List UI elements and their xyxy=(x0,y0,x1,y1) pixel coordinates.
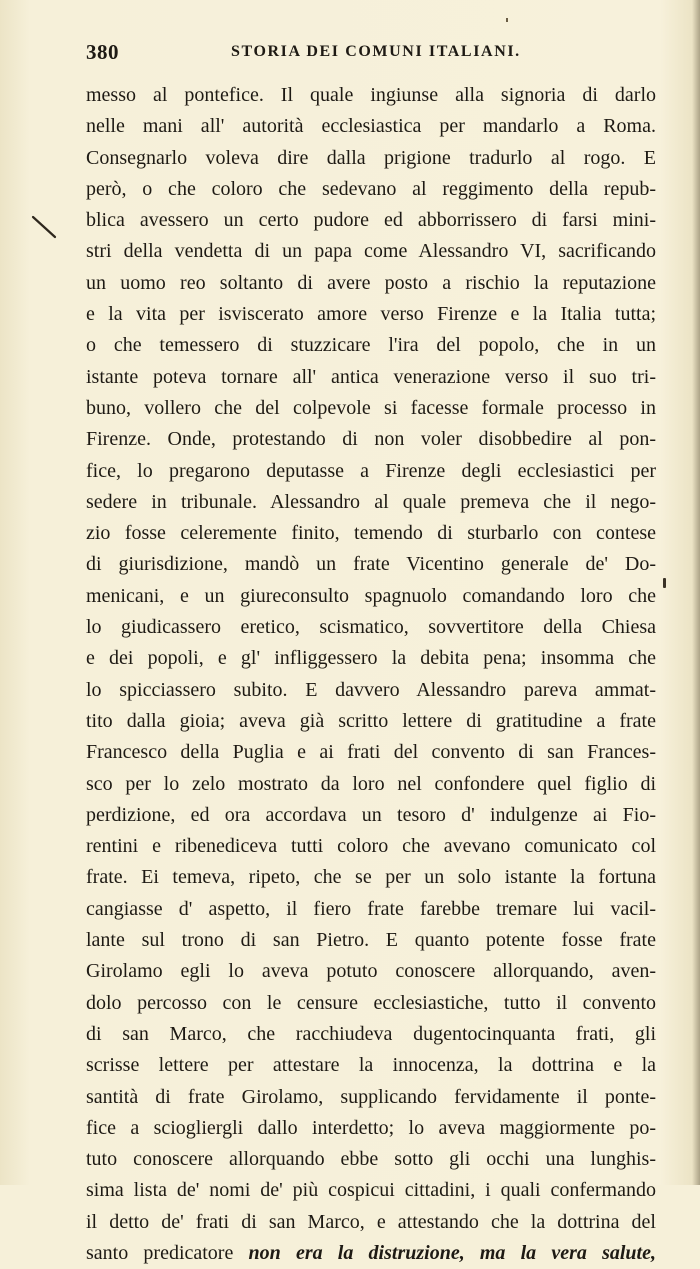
text-line: scrisse lettere per attestare la innocenza, la dottrina e la xyxy=(86,1054,656,1077)
text-line: blica avessero un certo pudore ed abborrissero di farsi mini- xyxy=(86,209,656,232)
text-line: dolo percosso con le censure ecclesiastiche, tutto il convento xyxy=(86,991,656,1014)
text-line: e la vita per isviscerato amore verso Firenze e la Italia tutta; xyxy=(86,303,656,326)
text-line: stri della vendetta di un papa come Alessandro VI, sacrificando xyxy=(86,240,656,263)
text-line: di san Marco, che racchiudeva dugentocinquanta frati, gli xyxy=(86,1022,656,1045)
text-line: frate. Ei temeva, ripeto, che se per un solo istante la fortuna xyxy=(86,866,656,889)
text-line: menicani, e un giureconsulto spagnuolo comandando loro che xyxy=(86,584,656,607)
text-line: tuto conoscere allorquando ebbe sotto gli occhi una lunghis- xyxy=(86,1148,656,1171)
text-line: nelle mani all' autorità ecclesiastica per mandarlo a Roma. xyxy=(86,115,656,138)
text-line: sima lista de' nomi de' più cospicui cittadini, i quali confermando xyxy=(86,1179,656,1202)
text-line: sedere in tribunale. Alessandro al quale premeva che il nego- xyxy=(86,490,656,513)
text-line: lo giudicassero eretico, scismatico, sovvertitore della Chiesa xyxy=(86,616,656,639)
body-text xyxy=(86,80,656,1269)
text-line-last-plain: santo predicatore xyxy=(86,1241,249,1264)
text-line: Firenze. Onde, protestando di non voler disobbedire al pon- xyxy=(86,428,656,451)
text-line: lo spicciassero subito. E davvero Alessandro pareva ammat- xyxy=(86,678,656,701)
text-line: Francesco della Puglia e ai frati del convento di san Frances- xyxy=(86,741,656,764)
text-line: il detto de' frati di san Marco, e attestando che la dottrina del xyxy=(86,1210,656,1233)
paper-speck xyxy=(506,18,508,22)
text-line: di giurisdizione, mandò un frate Vicentino generale de' Do- xyxy=(86,553,656,576)
running-title: STORIA DEI COMUNI ITALIANI. xyxy=(231,43,521,60)
text-line: tito dalla gioia; aveva già scritto lettere di gratitudine a frate xyxy=(86,709,656,732)
text-line: fice a sciogliergli dallo interdetto; lo aveva maggiormente po- xyxy=(86,1116,656,1139)
page-header xyxy=(86,40,656,70)
text-line: istante poteva tornare all' antica venerazione verso il suo tri- xyxy=(86,365,656,388)
page-number: 380 xyxy=(86,40,119,64)
text-line: buno, vollero che del colpevole si facesse formale processo in xyxy=(86,396,656,419)
text-line: però, o che coloro che sedevano al reggimento della repub- xyxy=(86,177,656,200)
text-line: messo al pontefice. Il quale ingiunse alla signoria di darlo xyxy=(86,84,656,106)
text-line: Girolamo egli lo aveva potuto conoscere allorquando, aven- xyxy=(86,960,656,983)
text-line: cangiasse d' aspetto, il fiero frate farebbe tremare lui vacil- xyxy=(86,897,656,920)
margin-ink-dot xyxy=(663,578,666,588)
text-line: e dei popoli, e gl' infliggessero la debita pena; insomma che xyxy=(86,647,656,670)
text-line: rentini e ribenediceva tutti coloro che avevano comunicato col xyxy=(86,835,656,858)
text-line: un uomo reo soltanto di avere posto a rischio la reputazione xyxy=(86,271,656,294)
text-line: zio fosse celeremente finito, temendo di sturbarlo con contese xyxy=(86,522,656,545)
text-line-last xyxy=(86,1238,656,1269)
text-line: fice, lo pregarono deputasse a Firenze degli ecclesiastici per xyxy=(86,459,656,482)
text-line: sco per lo zelo mostrato da loro nel confondere quel figlio di xyxy=(86,772,656,795)
text-line-last-italic: non era la distruzione, ma la vera salute, xyxy=(248,1241,656,1264)
text-line: perdizione, ed ora accordava un tesoro d' indulgenze ai Fio- xyxy=(86,803,656,826)
page-edge-shadow xyxy=(692,0,700,1185)
margin-pencil-mark xyxy=(30,214,58,240)
text-line: santità di frate Girolamo, supplicando fervidamente il ponte- xyxy=(86,1085,656,1108)
text-line: Consegnarlo voleva dire dalla prigione tradurlo al rogo. E xyxy=(86,146,656,169)
text-line: lante sul trono di san Pietro. E quanto potente fosse frate xyxy=(86,929,656,952)
text-line: o che temessero di stuzzicare l'ira del popolo, che in un xyxy=(86,334,656,357)
